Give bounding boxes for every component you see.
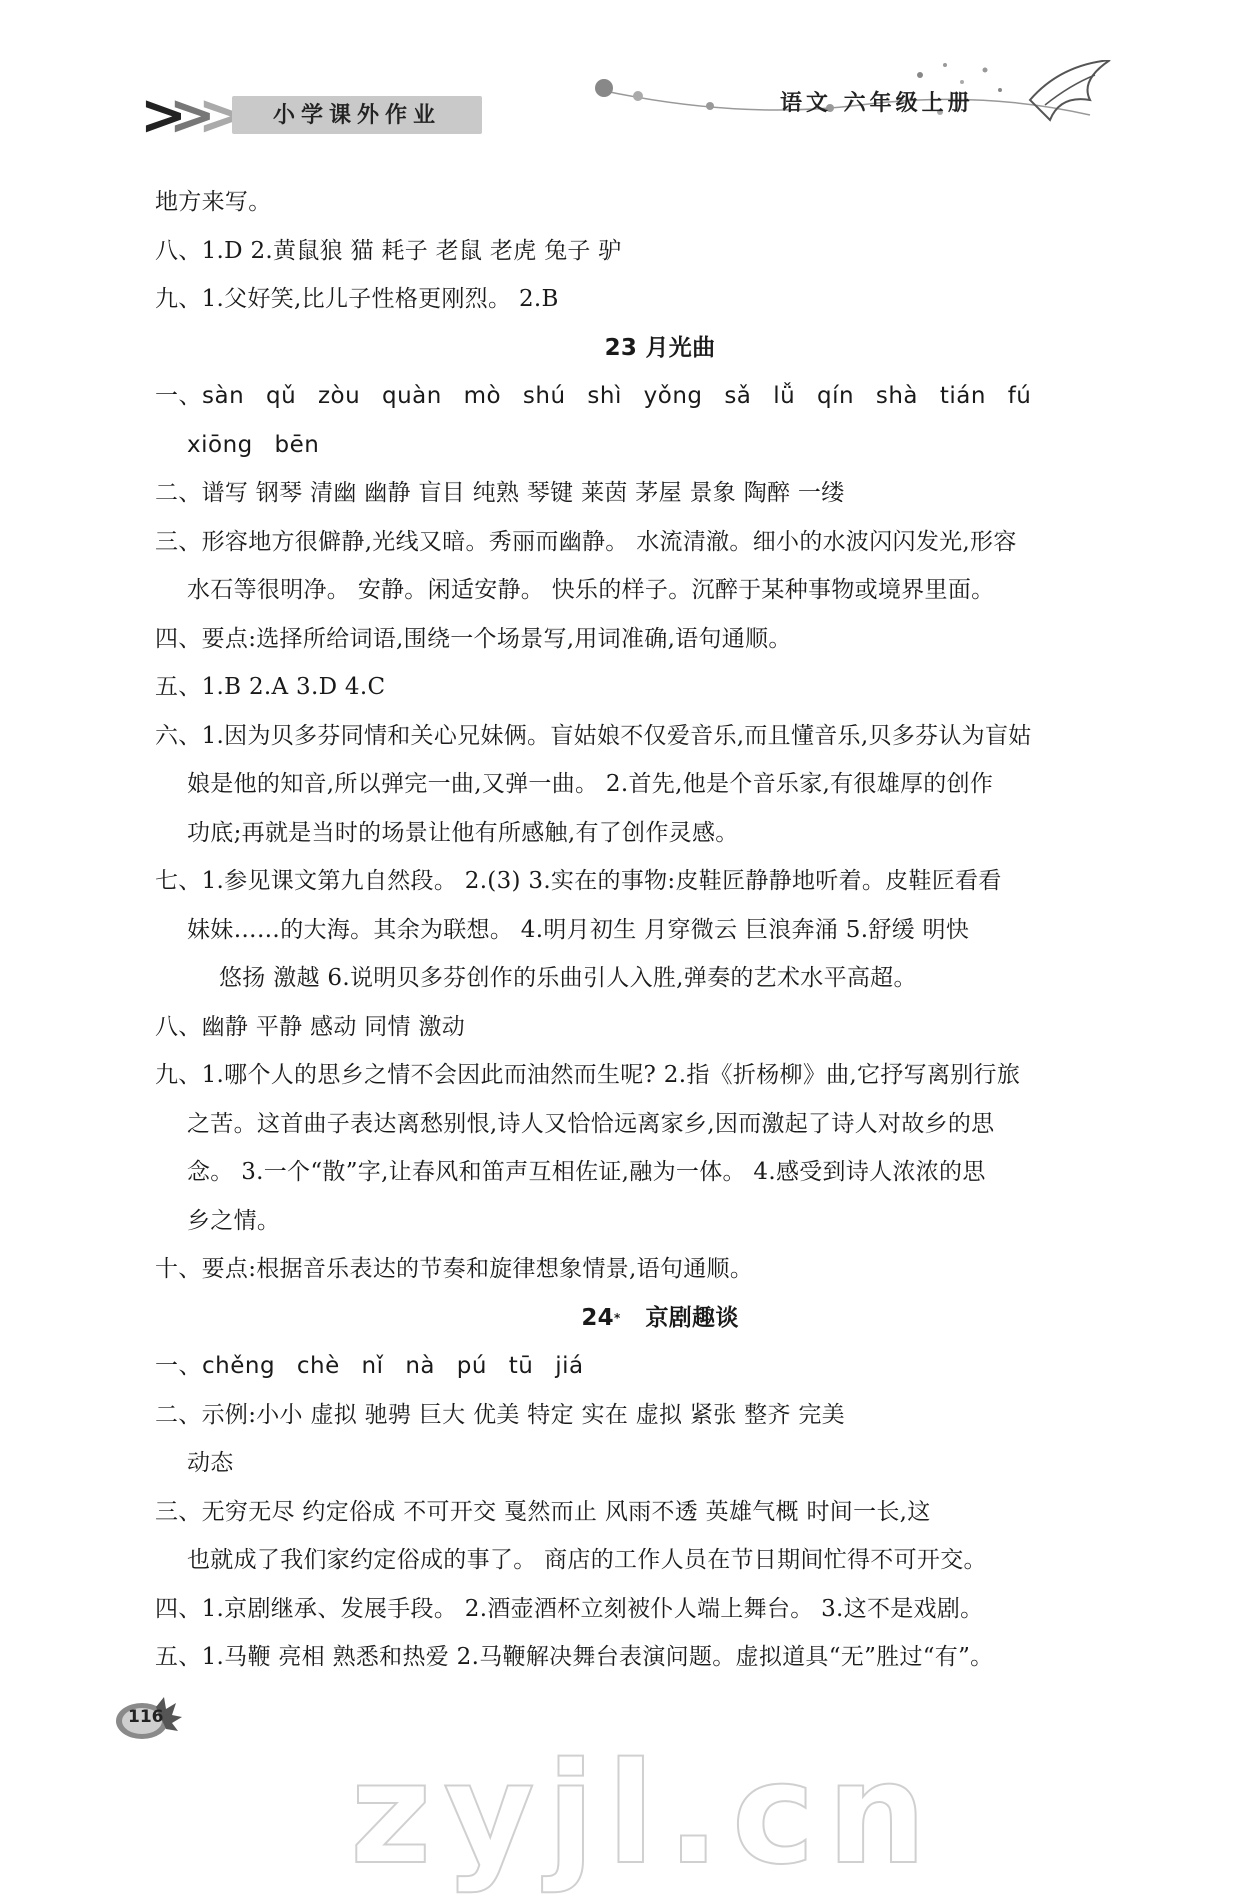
page-number: 116 [128, 1707, 164, 1727]
optional-mark: * [613, 1310, 621, 1325]
text-line: 念。 3.一个“散”字,让春风和笛声互相佐证,融为一体。 4.感受到诗人浓浓的思 [187, 1159, 986, 1185]
section-title-24 [155, 1294, 1165, 1343]
pinyin-line: xiōng bēn [187, 431, 320, 458]
text-line: 之苦。这首曲子表达离愁别恨,诗人又恰恰远离家乡,因而激起了诗人对故乡的思 [187, 1110, 995, 1137]
text-line: 四、要点:选择所给词语,围绕一个场景写,用词准确,语句通顺。 [155, 625, 792, 652]
series-label-box [232, 96, 482, 134]
series-title: 小学课外作业 [272, 102, 441, 128]
text-line: 悠扬 激越 6.说明贝多芬创作的乐曲引人入胜,弹奏的艺术水平高超。 [219, 965, 917, 991]
subject-grade: 语文 六年级上册 [780, 90, 974, 116]
pinyin-line: 一、sàn qǔ zòu quàn mò shú shì yǒng sǎ lǚ qín shà tián fú [155, 383, 1032, 409]
chevron-arrows-icon: >>> [140, 83, 227, 148]
text-line: 娘是他的知音,所以弹完一曲,又弹一曲。 2.首先,他是个音乐家,有很雄厚的创作 [187, 771, 994, 797]
text-line: 也就成了我们家约定俗成的事了。 商店的工作人员在节日期间忙得不可开交。 [187, 1547, 987, 1573]
answer-content [155, 178, 1165, 1682]
text-line: 五、1.B 2.A 3.D 4.C [155, 674, 386, 700]
text-line: 十、要点:根据音乐表达的节奏和旋律想象情景,语句通顺。 [155, 1256, 754, 1282]
text-line: 四、1.京剧继承、发展手段。 2.酒壶酒杯立刻被仆人端上舞台。 3.这不是戏剧。 [155, 1595, 984, 1622]
section-title-23: 23 月光曲 [604, 334, 716, 361]
section-number: 24 [581, 1304, 614, 1331]
pinyin-line: 一、chěng chè nǐ nà pú tū jiá [155, 1353, 584, 1379]
text-line: 八、幽静 平静 感动 同情 激动 [155, 1013, 466, 1040]
text-line: 功底;再就是当时的场景让他有所感触,有了创作灵感。 [187, 819, 739, 846]
text-line: 妹妹……的大海。其余为联想。 4.明月初生 月穿微云 巨浪奔涌 5.舒缓 明快 [187, 916, 970, 943]
text-line: 地方来写。 [155, 189, 272, 215]
text-line: 八、1.D 2.黄鼠狼 猫 耗子 老鼠 老虎 兔子 驴 [155, 237, 622, 264]
text-line: 乡之情。 [187, 1207, 281, 1234]
text-line: 水石等很明净。 安静。闲适安静。 快乐的样子。沉醉于某种事物或境界里面。 [187, 577, 995, 603]
text-line: 三、无穷无尽 约定俗成 不可开交 戛然而止 风雨不透 英雄气概 时间一长,这 [155, 1498, 931, 1525]
text-line: 二、示例:小小 虚拟 驰骋 巨大 优美 特定 实在 虚拟 紧张 整齐 完美 [155, 1401, 845, 1428]
text-line: 三、形容地方很僻静,光线又暗。秀丽而幽静。 水流清澈。细小的水波闪闪发光,形容 [155, 528, 1017, 555]
watermark: zyjl.cn [350, 1733, 939, 1896]
page-header [0, 0, 1250, 170]
text-line: 五、1.马鞭 亮相 熟悉和热爱 2.马鞭解决舞台表演问题。虚拟道具“无”胜过“有”。 [155, 1644, 994, 1670]
text-line: 动态 [187, 1450, 234, 1476]
text-line: 九、1.父好笑,比儿子性格更刚烈。 2.B [155, 286, 559, 312]
text-line: 七、1.参见课文第九自然段。 2.(3) 3.实在的事物:皮鞋匠静静地听着。皮鞋匠看看 [155, 868, 1002, 894]
text-line: 六、1.因为贝多芬同情和关心兄妹俩。盲姑娘不仅爱音乐,而且懂音乐,贝多芬认为盲姑 [155, 722, 1032, 749]
section-name: 京剧趣谈 [645, 1304, 739, 1331]
text-line: 九、1.哪个人的思乡之情不会因此而油然而生呢? 2.指《折杨柳》曲,它抒写离别行旅 [155, 1062, 1021, 1088]
text-line: 二、谱写 钢琴 清幽 幽静 盲目 纯熟 琴键 莱茵 茅屋 景象 陶醉 一缕 [155, 480, 845, 506]
